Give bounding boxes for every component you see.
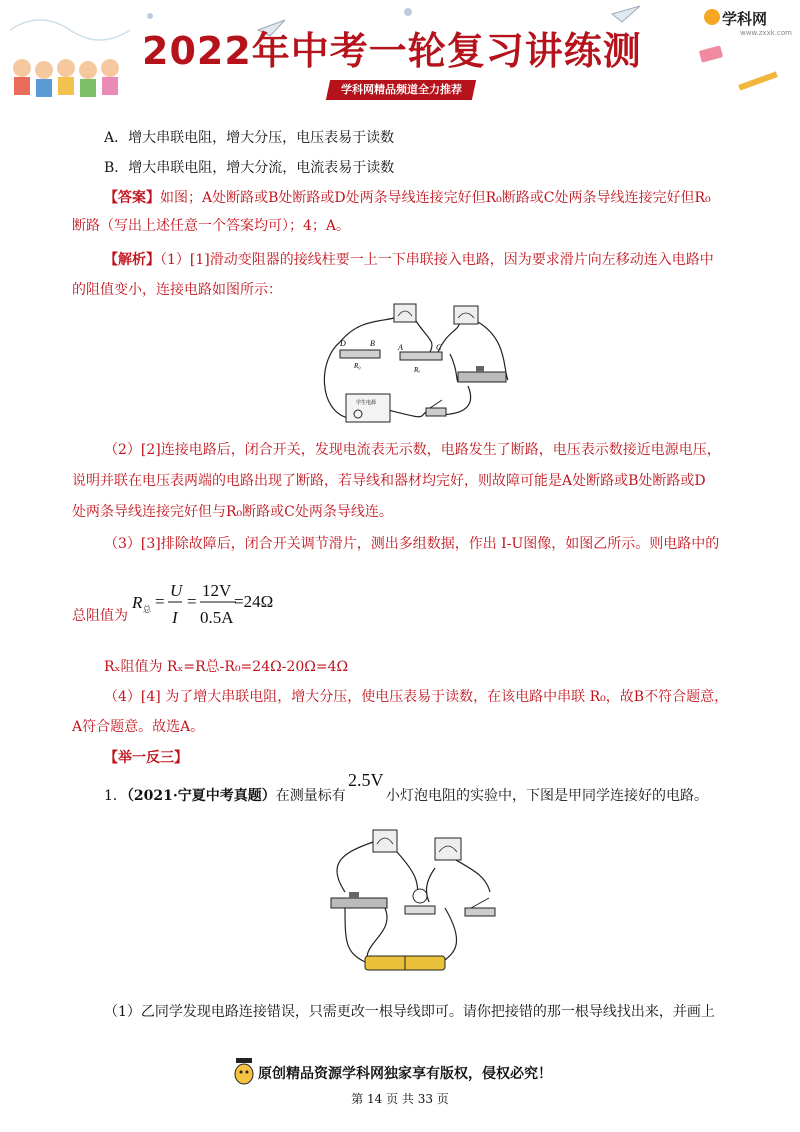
option-a: A．增大串联电阻，增大分压，电压表易于读数 <box>104 130 395 146</box>
resistor-r0 <box>339 339 380 370</box>
analysis-line-2: 的阻值变小，连接电路如图所示： <box>72 282 282 298</box>
svg-text:R₀: R₀ <box>354 362 361 370</box>
children-illustration <box>13 59 119 97</box>
analysis-line-1: 【解析】（1）[1]滑动变阻器的接线柱要一上一下串联接入电路，因为要求滑片向左移动连入电路中 <box>104 252 714 268</box>
question-source: （2021·宁夏中考真题） <box>126 788 276 804</box>
question-1-sub-1: （1）乙同学发现电路连接错误，只需更改一根导线即可。请你把接错的那一根导线找出来，并画上 <box>104 1004 715 1020</box>
answer-line-2: 断路（写出上述任意一个答案均可）；4；A。 <box>72 218 351 234</box>
voltmeter-icon <box>373 830 397 852</box>
analysis-p4-line-2: A符合题意。故选A。 <box>72 719 205 735</box>
svg-text:C: C <box>436 343 442 352</box>
svg-text:U: U <box>170 581 183 600</box>
analysis-p3-prefix: 总阻值为 <box>72 608 128 624</box>
svg-text:D: D <box>340 339 346 348</box>
svg-text:12V: 12V <box>202 581 232 600</box>
battery-icon <box>365 956 445 970</box>
analysis-p4-line-1: （4）[4] 为了增大串联电阻，增大分压，使电压表易于读数，在该电路中串联 R₀，故B不符合题意， <box>104 689 729 705</box>
zxxk-logo: 学科网 www.zxxk.com <box>722 8 792 37</box>
question-1-line: 1．（2021·宁夏中考真题）在测量标有 <box>104 788 346 804</box>
switch-icon <box>426 400 446 416</box>
svg-text:=: = <box>187 592 197 611</box>
recommend-banner: 学科网精品频道全力推荐 <box>326 80 476 100</box>
svg-text:=: = <box>155 592 165 611</box>
rheostat-icon <box>458 366 506 382</box>
ammeter-icon <box>435 838 461 860</box>
analysis-p3-line-3: Rₓ阻值为 Rₓ=R总-R₀=24Ω-20Ω=4Ω <box>104 659 349 675</box>
circuit-figure-1 <box>318 300 518 430</box>
pencil-icon <box>738 71 778 90</box>
ammeter-icon <box>454 306 478 324</box>
analysis-p3-line-1: （3）[3]排除故障后，闭合开关调节滑片，测出多组数据，作出 I-U图像，如图乙所示。则电路中的 <box>104 536 720 552</box>
lamp-rating: 2.5V <box>348 770 384 790</box>
mascot-icon <box>232 1056 256 1086</box>
option-b: B．增大串联电阻，增大分流，电流表易于读数 <box>104 160 395 176</box>
svg-text:A: A <box>398 343 403 352</box>
resistance-formula <box>128 578 308 630</box>
logo-icon <box>704 9 720 25</box>
svg-text:学生电源: 学生电源 <box>356 400 377 406</box>
analysis-p2-line-3: 处两条导线连接完好但与R₀断路或C处两条导线连。 <box>72 504 393 520</box>
eraser-icon <box>699 45 723 62</box>
svg-text:B: B <box>370 339 375 348</box>
analysis-p2-line-1: （2）[2]连接电路后，闭合开关，发现电流表无示数，电路发生了断路，电压表示数接近电源电压， <box>104 442 721 458</box>
svg-text:I: I <box>172 608 178 627</box>
document-title: 2022年中考一轮复习讲练测 <box>142 29 642 73</box>
circuit-figure-2 <box>325 822 505 982</box>
svg-text:总: 总 <box>143 605 151 614</box>
svg-text:Rₓ: Rₓ <box>414 366 421 374</box>
svg-text:R: R <box>132 593 143 612</box>
power-supply-icon <box>346 394 390 422</box>
practice-heading: 【举一反三】 <box>104 750 188 766</box>
answer-tag: 【答案】 <box>104 190 160 206</box>
copyright-notice: 原创精品资源学科网独家享有版权，侵权必究！ <box>258 1066 552 1082</box>
question-1-line-end: 小灯泡电阻的实验中，下图是甲同学连接好的电路。 <box>386 788 708 804</box>
rheostat-icon <box>331 892 387 908</box>
analysis-tag: 【解析】 <box>104 252 160 268</box>
analysis-p2-line-2: 说明并联在电压表两端的电路出现了断路，若导线和器材均完好，则故障可能是A处断路或B处断路或D <box>72 473 706 489</box>
svg-text:=24Ω: =24Ω <box>234 592 274 611</box>
page-number: 第 14 页 共 33 页 <box>351 1092 449 1106</box>
lamp-icon <box>405 889 435 914</box>
page-header <box>0 0 800 112</box>
answer-line-1: 【答案】如图；A处断路或B处断路或D处两条导线连接完好但R₀断路或C处两条导线连接完好但R₀ <box>104 190 711 206</box>
svg-text:0.5A: 0.5A <box>200 608 234 627</box>
resistor-rx <box>397 343 442 374</box>
voltmeter-icon <box>394 304 416 322</box>
switch-icon <box>465 898 495 916</box>
